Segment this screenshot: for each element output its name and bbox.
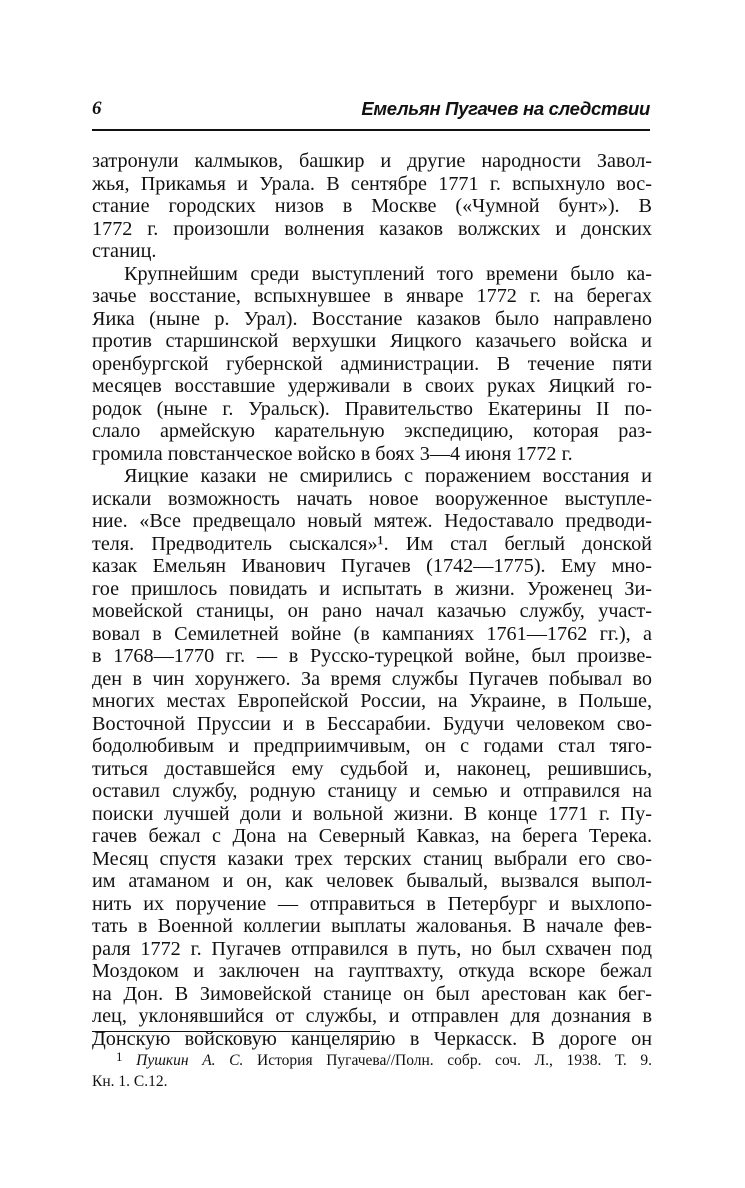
text-line: Месяц спустя казаки трех терских станиц выбрали его сво- [92, 847, 652, 870]
text-line: в 1768—1770 гг. — в Русско-турецкой войне, был произве- [92, 645, 652, 667]
text-line: родок (ныне г. Уральск). Правительство Екатерины II по- [92, 397, 652, 420]
footnote-mark: 1 [116, 1049, 123, 1064]
text-line: оставил службу, родную станицу и семью и отправился на [92, 780, 652, 802]
text-line: 1772 г. произошли волнения казаков волжских и донских [92, 217, 652, 240]
text-line: стание городских низов в Москве («Чумной бунт»). В [92, 195, 652, 217]
text-line: громила повстанческое войско в боях 3—4 июня 1772 г. [92, 442, 573, 465]
text-line: теля. Предводитель сыскался»¹. Им стал беглый донской [92, 532, 652, 555]
text-line: гачев бежал с Дона на Северный Кавказ, на берега Терека. [92, 825, 652, 847]
text-line: поиски лучшей доли и вольной жизни. В конце 1771 г. Пу- [92, 802, 652, 825]
text-line: Моздоком и заключен на гауптвахту, откуда вскоре бежал [92, 960, 652, 982]
text-line: станиц. [92, 240, 157, 262]
text-line: тать в Военной коллегии выплаты жалованья. В начале фев- [92, 915, 652, 937]
text-line: зачье восстание, вспыхнувшее в январе 1772 г. на берегах [92, 285, 652, 307]
running-head: Емельян Пугачев на следствии [361, 98, 650, 119]
text-line: мовейской станицы, он рано начал казачью службу, участ- [92, 600, 652, 622]
text-line: ние. «Все предвещало новый мятеж. Недоставало предводи- [92, 510, 652, 532]
text-line: Донскую войсковую канцелярию в Черкасск. В дороге он [92, 1027, 652, 1050]
text-line: жья, Прикамья и Урала. В сентябре 1771 г. вспыхнуло вос- [92, 172, 652, 195]
text-line: казак Емельян Иванович Пугачев (1742—1775). Ему мно- [92, 555, 652, 577]
footnote-line [92, 1046, 652, 1071]
text-line: затронули калмыков, башкир и другие народности Завол- [92, 150, 652, 172]
text-line: оренбургской губернской администрации. В течение пяти [92, 352, 652, 375]
text-line: месяцев восставшие удерживали в своих руках Яицкий го- [92, 375, 652, 397]
text-line: гое пришлось повидать и испытать в жизни. Уроженец Зи- [92, 577, 652, 600]
text-line: бодолюбивым и предприимчивым, он с годами стал тяго- [92, 735, 652, 757]
header-rule [92, 129, 650, 131]
body-text [92, 150, 652, 1050]
text-line: искали возможность начать новое вооруженное выступле- [92, 487, 652, 510]
text-line: вовал в Семилетней войне (в кампаниях 1761—1762 гг.), а [92, 622, 652, 645]
text-line: Восточной Пруссии и в Бессарабии. Будучи человеком сво- [92, 712, 652, 735]
footnote-citation: История Пугачева//Полн. собр. соч. Л., 1938. Т. 9. [243, 1052, 652, 1069]
page-header [92, 98, 650, 124]
text-line: против старшинской верхушки Яицкого казачьего войска и [92, 330, 652, 352]
text-line: на Дон. В Зимовейской станице он был арестован как бег- [92, 982, 652, 1005]
text-line: Яика (ныне р. Урал). Восстание казаков было направлено [92, 307, 652, 330]
text-line: слало армейскую карательную экспедицию, которая раз- [92, 420, 652, 442]
text-line: ден в чин хорунжего. За время службы Пугачев побывал во [92, 667, 652, 690]
text-line: многих местах Европейской России, на Украине, в Польше, [92, 690, 652, 712]
text-line: раля 1772 г. Пугачев отправился в путь, но был схвачен под [92, 937, 652, 960]
footnote-author: Пушкин А. С. [136, 1052, 244, 1069]
footnote [92, 1046, 652, 1092]
footnote-line: Кн. 1. С.12. [92, 1073, 168, 1090]
text-line: лец, уклонявшийся от службы, и отправлен для дознания в [92, 1005, 652, 1027]
paragraph-first-line: Крупнейшим среди выступлений того времени было ка- [124, 262, 652, 285]
page-number: 6 [92, 98, 102, 119]
text-line: титься доставшейся ему судьбой и, наконец, решившись, [92, 757, 652, 780]
text-line: им атаманом и он, как человек бывалый, вызвался выпол- [92, 870, 652, 892]
footnote-rule [92, 1031, 380, 1032]
paragraph-first-line: Яицкие казаки не смирились с поражением восстания и [124, 465, 652, 487]
text-line: нить их поручение — отправиться в Петербург и выхлопо- [92, 892, 652, 915]
